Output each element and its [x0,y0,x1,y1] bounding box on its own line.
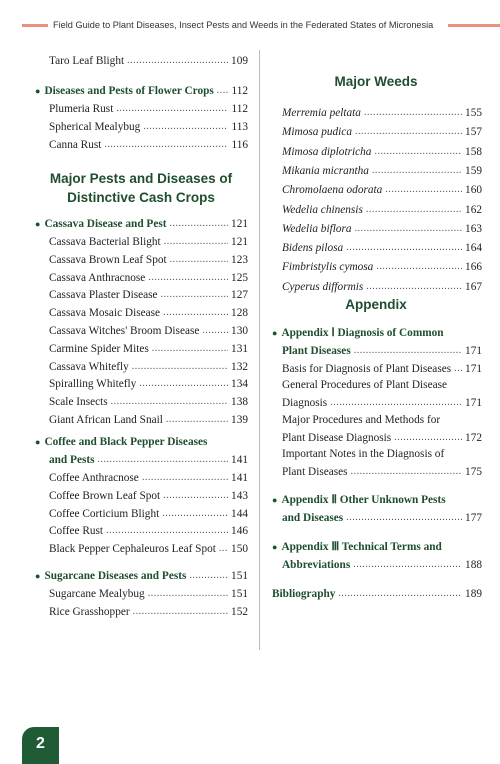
toc-entry-label: Coffee Brown Leaf Spot [49,489,161,502]
toc-entry-label: Chromolaena odorata [282,184,383,197]
dot-leader [132,358,228,376]
header-rule-right [448,24,500,27]
toc-entry[interactable] [49,269,248,287]
toc-entry-page: 112 [231,103,248,115]
toc-group-cassava[interactable]: ● Cassava Disease and Pest ..... 121 [35,215,248,233]
toc-entry-label: Sugarcane Mealybug [49,588,145,600]
bullet-icon: ● [35,571,41,581]
toc-entry-major-line1[interactable]: Major Procedures and Methods for [282,414,441,426]
dot-leader [166,411,228,429]
dot-leader [142,469,228,487]
toc-entry-label: Spherical Mealybug [49,121,141,133]
dot-leader [104,136,228,154]
toc-entry-label: Mimosa diplotricha [282,145,372,158]
dot-leader [170,251,228,269]
toc-entry-page: 146 [231,525,248,538]
toc-entry[interactable] [282,181,482,199]
dot-leader [143,118,228,136]
toc-appendix-1-line1[interactable]: ● Appendix Ⅰ Diagnosis of Common [272,327,444,339]
toc-entry-page: 157 [465,126,482,139]
section-title-major-weeds: Major Weeds [334,74,418,89]
toc-entry-page: 141 [231,472,248,484]
toc-entry[interactable] [49,393,248,411]
toc-appendix-2-line2[interactable]: and Diseases ..... 177 [282,509,482,527]
toc-entry-page: 160 [465,184,482,197]
toc-appendix-2-line1[interactable]: ● Appendix Ⅱ Other Unknown Pests [272,494,446,506]
toc-entry[interactable] [49,136,248,154]
toc-entry[interactable] [282,258,482,276]
toc-entry-label: Spiralling Whitefly [49,378,137,391]
toc-group-coffee-line1[interactable]: ● Coffee and Black Pepper Diseases [35,436,208,448]
toc-entry-label: Bidens pilosa [282,242,344,255]
dot-leader [374,143,462,161]
toc-entry-label: Cassava Whitefly [49,360,129,373]
dot-leader [366,201,462,219]
running-header [0,18,500,32]
toc-appendix-3-line2[interactable]: Abbreviations ..... 188 [282,556,482,574]
toc-entry-general-line2[interactable]: Diagnosis ..... 171 [282,394,482,412]
toc-entry-label: Mimosa pudica [282,126,352,139]
dot-leader [139,375,228,393]
toc-entry[interactable] [282,143,482,161]
dot-leader [346,239,462,257]
toc-entry-page: 166 [465,261,482,274]
toc-entry[interactable] [49,358,248,376]
bullet-icon: ● [35,86,41,96]
toc-appendix-3-line1[interactable]: ● Appendix Ⅲ Technical Terms and [272,541,442,553]
toc-entry-label: Coffee Anthracnose [49,472,139,484]
toc-entry[interactable] [49,603,248,621]
toc-entry-page: 155 [465,107,482,119]
toc-entry-label: Fimbristylis cymosa [282,261,374,274]
toc-entry-label: Giant African Land Snail [49,414,163,426]
section-title-appendix: Appendix [345,297,407,312]
dot-leader [163,487,228,505]
toc-entry-page: 127 [231,289,248,302]
toc-entry[interactable] [49,286,248,304]
toc-entry-label: Black Pepper Cephaleuros Leaf Spot [49,543,216,556]
toc-entry[interactable] [282,239,482,257]
dot-leader [385,181,462,199]
toc-entry[interactable] [49,118,248,136]
dot-leader [161,286,229,304]
dot-leader [162,505,228,523]
toc-entry[interactable] [282,278,482,296]
dot-leader [133,603,228,621]
toc-entry-page: 125 [231,271,248,284]
toc-entry-page: 164 [465,242,482,255]
toc-appendix-1-line2[interactable]: Plant Diseases ..... 171 [282,342,482,360]
page-number-badge: 2 [22,727,59,764]
toc-entry[interactable] [49,304,248,322]
dot-leader [106,522,228,540]
toc-entry-label: Cassava Anthracnose [49,271,146,284]
toc-entry[interactable] [49,251,248,269]
toc-entry[interactable] [49,411,248,429]
dot-leader [355,123,462,141]
toc-entry-label: Cassava Mosaic Disease [49,307,161,320]
toc-entry-label: Cyperus difformis [282,280,364,293]
toc-entry[interactable] [49,340,248,358]
dot-leader [116,100,228,118]
toc-entry-page: 134 [231,378,248,391]
toc-entry[interactable] [49,375,248,393]
bullet-icon: ● [272,495,278,505]
toc-entry-label: Coffee Rust [49,525,104,538]
dot-leader [219,540,228,558]
toc-entry-page: 131 [231,342,248,355]
toc-entry-page: 167 [465,280,482,293]
dot-leader [163,304,228,322]
toc-group-flower-crops[interactable]: ● Diseases and Pests of Flower Crops ..... 112 [35,82,248,100]
toc-entry-label: Cassava Witches' Broom Disease [49,325,200,337]
toc-entry-page: 121 [231,236,248,248]
toc-entry[interactable] [49,233,248,251]
toc-entry-general-line1[interactable]: General Procedures of Plant Disease [282,379,448,391]
toc-entry[interactable] [49,505,248,523]
toc-entry-page: 151 [231,588,248,600]
toc-entry-label: Rice Grasshopper [49,605,130,618]
toc-entry-label: Wedelia chinensis [282,203,363,216]
header-rule-left [22,24,48,27]
dot-leader [152,340,228,358]
dot-leader [376,258,462,276]
dot-leader [202,322,228,340]
toc-entry[interactable] [282,104,482,122]
toc-entry[interactable] [282,123,482,141]
toc-entry-page: 113 [231,121,248,133]
toc-entry-label: Carmine Spider Mites [49,342,149,355]
toc-entry-page: 130 [231,325,248,337]
toc-entry[interactable] [282,201,482,219]
toc-entry-basis[interactable]: Basis for Diagnosis of Plant Diseases ..... 171 [282,360,482,378]
toc-entry-page: 128 [231,307,248,320]
toc-entry-label: Cassava Plaster Disease [49,289,158,302]
toc-entry-page: 132 [231,360,248,373]
toc-entry-label: Cassava Brown Leaf Spot [49,253,167,266]
toc-entry-notes-line1[interactable]: Important Notes in the Diagnosis of [282,448,445,460]
toc-group-sugarcane[interactable]: ● Sugarcane Diseases and Pests ..... 151 [35,567,248,585]
toc-entry-page: 159 [465,164,482,177]
toc-entry-page: 163 [465,222,482,235]
bullet-icon: ● [272,542,278,552]
toc-entry-page: 158 [465,145,482,158]
dot-leader [355,220,462,238]
toc-group-coffee-line2[interactable]: and Pests ..... 141 [49,451,248,469]
toc-entry-taro-leaf-blight[interactable]: Taro Leaf Blight ..... 109 [49,52,248,70]
toc-entry-major-line2[interactable]: Plant Disease Diagnosis ..... 172 [282,429,482,447]
toc-entry-label: Canna Rust [49,139,102,151]
dot-leader [164,233,228,251]
toc-entry-label: Coffee Corticium Blight [49,507,160,520]
toc-entry[interactable] [49,487,248,505]
toc-entry[interactable] [49,540,248,558]
toc-entry-label: Wedelia biflora [282,222,352,235]
toc-entry-bibliography[interactable]: Bibliography ..... 189 [272,585,482,603]
header-title: Field Guide to Plant Diseases, Insect Pests and Weeds in the Federated States of Micronesia [53,20,434,30]
dot-leader [372,162,462,180]
toc-entry[interactable] [49,322,248,340]
toc-entry-label: Plumeria Rust [49,103,114,115]
toc-entry-page: 162 [465,203,482,216]
toc-entry[interactable] [49,522,248,540]
bullet-icon: ● [272,328,278,338]
toc-entry-label: Scale Insects [49,396,108,409]
toc-entry[interactable] [282,162,482,180]
dot-leader [148,269,228,287]
toc-entry-label: Mikania micrantha [282,164,369,177]
toc-entry-label: Merremia peltata [282,107,361,119]
dot-leader [148,585,228,603]
toc-entry-page: 150 [231,543,248,556]
dot-leader [111,393,228,411]
toc-entry[interactable] [49,469,248,487]
toc-entry[interactable] [282,220,482,238]
section-title-cash-crops: Major Pests and Diseases of Distinctive Cash Crops [49,171,233,205]
dot-leader [366,278,462,296]
bullet-icon: ● [35,437,41,447]
toc-entry-page: 138 [231,396,248,409]
toc-entry-page: 143 [231,489,248,502]
toc-entry-page: 152 [231,605,248,618]
toc-entry-page: 144 [231,507,248,520]
dot-leader [364,104,462,122]
toc-entry-page: 123 [231,253,248,266]
toc-entry-notes-line2[interactable]: Plant Diseases ..... 175 [282,463,482,481]
toc-entry[interactable] [49,585,248,603]
toc-entry[interactable] [49,100,248,118]
bullet-icon: ● [35,219,41,229]
toc-entry-page: 139 [231,414,248,426]
column-divider [259,50,260,650]
toc-entry-page: 116 [231,139,248,151]
toc-entry-label: Cassava Bacterial Blight [49,236,161,248]
